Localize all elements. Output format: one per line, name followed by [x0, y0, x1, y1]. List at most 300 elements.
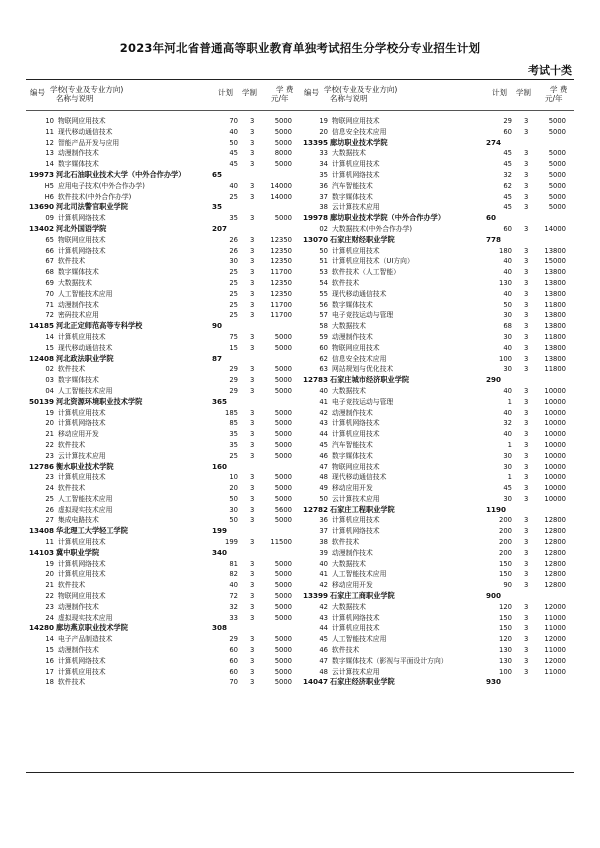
row-fee: 12000 — [544, 602, 566, 611]
row-code: 38 — [319, 203, 328, 212]
header-fee-unit: 元/年 — [545, 94, 563, 103]
major-row — [26, 656, 300, 667]
major-row — [26, 364, 300, 375]
row-code: 60 — [319, 343, 328, 352]
row-fee: 10000 — [544, 397, 566, 406]
row-fee: 5000 — [274, 419, 292, 428]
row-code: 13395 — [302, 137, 328, 147]
row-code: 18 — [45, 678, 54, 687]
row-plan: 10 — [229, 473, 238, 482]
row-name: 人工智能技术应用 — [332, 570, 387, 579]
row-years: 3 — [524, 581, 529, 590]
row-plan: 185 — [225, 408, 238, 417]
row-code: 42 — [319, 581, 328, 590]
row-years: 3 — [524, 365, 529, 374]
row-fee: 12800 — [544, 548, 566, 557]
row-plan: 20 — [229, 484, 238, 493]
row-plan: 150 — [499, 570, 512, 579]
major-row — [26, 246, 300, 257]
row-name: 信息安全技术应用 — [332, 127, 387, 136]
column-header-right — [300, 85, 574, 109]
row-years: 3 — [524, 613, 529, 622]
major-row — [300, 278, 574, 289]
row-fee: 14000 — [270, 192, 292, 201]
column-header-left — [26, 85, 300, 109]
row-name: 现代移动通信技术 — [58, 127, 113, 136]
row-fee: 5000 — [548, 181, 566, 190]
row-code: 50139 — [28, 396, 54, 406]
major-row — [300, 526, 574, 537]
row-years: 3 — [524, 127, 529, 136]
major-row — [300, 267, 574, 278]
row-fee: 10000 — [544, 408, 566, 417]
row-name: 动漫制作技术 — [332, 408, 373, 417]
row-name: 物联网应用技术 — [58, 117, 106, 125]
major-row — [26, 472, 300, 483]
major-row — [300, 623, 574, 634]
row-name: 计算机应用技术 — [58, 473, 106, 482]
row-name: 石家庄工商职业学院 — [330, 591, 395, 601]
left-table-body — [26, 116, 300, 688]
row-name: 电子竞技运动与管理 — [332, 397, 394, 406]
row-years: 3 — [250, 635, 255, 644]
row-years: 3 — [250, 646, 255, 655]
major-row — [300, 472, 574, 483]
major-row — [300, 289, 574, 300]
row-code: 56 — [319, 300, 328, 309]
row-name: 应用电子技术(中外合作办学) — [58, 181, 145, 190]
row-plan: 365 — [212, 396, 228, 406]
header-code: 编号 — [30, 88, 45, 97]
row-code: 54 — [319, 278, 328, 287]
row-plan: 60 — [229, 667, 238, 676]
row-name: 人工智能技术应用 — [332, 635, 387, 644]
row-code: 12786 — [28, 461, 54, 471]
row-name: 计算机网络技术 — [58, 246, 106, 255]
row-code: 23 — [45, 473, 54, 482]
row-plan: 120 — [499, 602, 512, 611]
row-plan: 32 — [229, 602, 238, 611]
row-plan: 25 — [229, 268, 238, 277]
major-row — [26, 127, 300, 138]
row-years: 3 — [524, 332, 529, 341]
major-row — [300, 224, 574, 235]
major-row — [300, 494, 574, 505]
row-plan: 100 — [499, 667, 512, 676]
row-code: 57 — [319, 311, 328, 320]
row-years: 3 — [524, 224, 529, 233]
row-name: 虚拟现实技术应用 — [58, 613, 113, 622]
row-years: 3 — [524, 246, 529, 255]
row-years: 3 — [250, 365, 255, 374]
row-years: 3 — [524, 484, 529, 493]
row-plan: 45 — [503, 149, 512, 158]
row-code: 13070 — [302, 234, 328, 244]
row-plan: 45 — [503, 160, 512, 169]
major-row — [300, 569, 574, 580]
row-code: 51 — [319, 257, 328, 266]
row-fee: 5000 — [274, 408, 292, 417]
row-years: 3 — [250, 570, 255, 579]
header-fee: 学 费 — [276, 85, 294, 94]
row-name: 河北正定师范高等专科学校 — [56, 321, 143, 331]
row-years: 3 — [250, 160, 255, 169]
row-years: 3 — [250, 484, 255, 493]
major-row — [26, 235, 300, 246]
row-plan: 70 — [229, 117, 238, 125]
row-code: 25 — [45, 494, 54, 503]
row-code: 43 — [319, 419, 328, 428]
row-plan: 45 — [229, 160, 238, 169]
major-row — [300, 580, 574, 591]
row-plan: 29 — [229, 635, 238, 644]
row-name: 移动应用开发 — [332, 484, 373, 493]
row-name: 廊坊职业技术学院 — [330, 137, 388, 147]
row-years: 3 — [524, 667, 529, 676]
row-code: 10 — [45, 117, 54, 125]
row-code: 40 — [319, 386, 328, 395]
row-plan: 50 — [229, 516, 238, 525]
row-fee: 5000 — [274, 332, 292, 341]
row-fee: 14000 — [544, 224, 566, 233]
row-name: 计算机网络技术 — [332, 419, 380, 428]
row-name: 物联网应用技术 — [332, 343, 380, 352]
major-row — [300, 515, 574, 526]
row-name: 河北司法警官职业学院 — [56, 202, 128, 212]
school-row — [300, 591, 574, 602]
row-plan: 40 — [229, 181, 238, 190]
major-row — [26, 375, 300, 386]
row-code: 70 — [45, 289, 54, 298]
row-fee: 5000 — [548, 149, 566, 158]
header-name: 学校(专业及专业方向) — [50, 85, 124, 94]
row-years: 3 — [250, 278, 255, 287]
row-name: 现代移动通信技术 — [332, 473, 387, 482]
row-plan: 26 — [229, 246, 238, 255]
row-name: 数字媒体技术 — [58, 268, 99, 277]
row-name: 计算机应用技术 — [58, 332, 106, 341]
row-fee: 11000 — [544, 624, 566, 633]
row-code: 14 — [45, 635, 54, 644]
row-plan: 29 — [503, 117, 512, 125]
row-code: 04 — [45, 386, 54, 395]
header-fee: 学 费 — [550, 85, 568, 94]
major-row — [26, 483, 300, 494]
row-name: 现代移动通信技术 — [332, 289, 387, 298]
row-name: 计算机应用技术 — [332, 160, 380, 169]
major-row — [300, 667, 574, 678]
row-years: 3 — [250, 613, 255, 622]
row-name: 软件技术 — [332, 278, 360, 287]
row-fee: 5000 — [274, 559, 292, 568]
row-plan: 308 — [212, 623, 228, 633]
row-name: 计算机应用技术 — [58, 667, 106, 676]
row-plan: 35 — [229, 430, 238, 439]
row-code: 14103 — [28, 547, 54, 557]
row-years: 3 — [524, 397, 529, 406]
row-years: 3 — [524, 473, 529, 482]
row-plan: 29 — [229, 376, 238, 385]
row-plan: 120 — [499, 635, 512, 644]
row-plan: 200 — [499, 548, 512, 557]
row-code: 20 — [45, 570, 54, 579]
major-row — [300, 332, 574, 343]
row-plan: 40 — [503, 430, 512, 439]
row-years: 3 — [524, 117, 529, 125]
school-row — [26, 224, 300, 235]
row-fee: 12800 — [544, 516, 566, 525]
major-row — [300, 116, 574, 127]
major-row — [300, 440, 574, 451]
right-table-body — [300, 116, 574, 688]
row-years: 3 — [524, 419, 529, 428]
row-fee: 5000 — [274, 494, 292, 503]
row-code: 47 — [319, 462, 328, 471]
row-fee: 5000 — [548, 127, 566, 136]
major-row — [26, 278, 300, 289]
row-fee: 5000 — [548, 117, 566, 125]
page-title: 2023年河北省普通高等职业教育单独考试招生分学校分专业招生计划 — [119, 41, 481, 55]
row-fee: 5000 — [274, 516, 292, 525]
row-code: 33 — [319, 149, 328, 158]
row-name: 物联网应用技术 — [332, 117, 380, 125]
row-name: 廊坊职业技术学院（中外合作办学） — [330, 213, 446, 223]
row-plan: 200 — [499, 516, 512, 525]
row-fee: 12350 — [270, 257, 292, 266]
row-name: 数字媒体技术 — [332, 300, 373, 309]
row-name: 动漫制作技术 — [58, 602, 99, 611]
major-row — [26, 634, 300, 645]
row-plan: 40 — [503, 386, 512, 395]
school-row — [26, 623, 300, 634]
row-code: 15 — [45, 646, 54, 655]
row-plan: 200 — [499, 527, 512, 536]
row-plan: 290 — [486, 375, 502, 385]
major-row — [26, 602, 300, 613]
row-fee: 8000 — [274, 149, 292, 158]
major-row — [300, 429, 574, 440]
row-name: 云计算技术应用 — [332, 494, 380, 503]
row-fee: 5000 — [274, 160, 292, 169]
row-code: 47 — [319, 656, 328, 665]
row-fee: 5000 — [274, 678, 292, 687]
row-fee: 10000 — [544, 386, 566, 395]
row-name: 石家庄经济职业学院 — [330, 677, 395, 687]
row-name: 动漫制作技术 — [58, 300, 99, 309]
major-row — [300, 559, 574, 570]
row-fee: 5000 — [274, 440, 292, 449]
row-plan: 30 — [503, 332, 512, 341]
row-code: 59 — [319, 332, 328, 341]
row-code: 45 — [319, 440, 328, 449]
row-fee: 5000 — [274, 365, 292, 374]
row-code: 15 — [45, 343, 54, 352]
row-plan: 40 — [503, 268, 512, 277]
row-name: 计算机应用技术 — [332, 430, 380, 439]
row-plan: 45 — [503, 192, 512, 201]
row-years: 3 — [250, 138, 255, 147]
row-years: 3 — [524, 278, 529, 287]
row-years: 3 — [524, 322, 529, 331]
row-plan: 40 — [503, 257, 512, 266]
row-plan: 25 — [229, 451, 238, 460]
major-row — [300, 127, 574, 138]
row-name: 石家庄财经职业学院 — [330, 234, 395, 244]
row-code: 23 — [45, 451, 54, 460]
row-fee: 5000 — [274, 214, 292, 223]
row-code: 65 — [45, 235, 54, 244]
major-row — [26, 289, 300, 300]
row-fee: 10000 — [544, 430, 566, 439]
row-plan: 40 — [503, 343, 512, 352]
row-code: 39 — [319, 548, 328, 557]
row-fee: 5000 — [274, 613, 292, 622]
row-fee: 5000 — [274, 451, 292, 460]
row-name: 计算机网络技术 — [332, 170, 380, 179]
row-name: 计算机应用技术 — [332, 624, 380, 633]
row-name: 集成电路技术 — [58, 516, 99, 525]
row-code: 49 — [319, 484, 328, 493]
row-fee: 13800 — [544, 343, 566, 352]
major-row — [26, 494, 300, 505]
row-code: 62 — [319, 354, 328, 363]
row-code: 58 — [319, 322, 328, 331]
row-years: 3 — [524, 343, 529, 352]
row-fee: 13800 — [544, 246, 566, 255]
row-years: 3 — [524, 559, 529, 568]
row-code: 41 — [319, 570, 328, 579]
row-plan: 32 — [503, 170, 512, 179]
row-plan: 75 — [229, 332, 238, 341]
row-fee: 11000 — [544, 613, 566, 622]
row-years: 3 — [524, 494, 529, 503]
row-code: 20 — [319, 127, 328, 136]
major-row — [26, 515, 300, 526]
row-code: 22 — [45, 592, 54, 601]
header-years: 学制 — [242, 88, 257, 97]
row-fee: 12800 — [544, 581, 566, 590]
row-plan: 50 — [503, 300, 512, 309]
major-row — [300, 548, 574, 559]
row-years: 3 — [250, 117, 255, 125]
row-plan: 45 — [229, 149, 238, 158]
row-years: 3 — [250, 311, 255, 320]
row-name: 人工智能技术应用 — [58, 386, 113, 395]
major-row — [26, 667, 300, 678]
row-fee: 11700 — [270, 268, 292, 277]
row-name: 软件技术(中外合作办学) — [58, 192, 132, 201]
row-fee: 5600 — [274, 505, 292, 514]
major-row — [26, 645, 300, 656]
row-plan: 33 — [229, 613, 238, 622]
row-name: 大数据技术 — [332, 322, 366, 331]
row-years: 3 — [524, 408, 529, 417]
major-row — [300, 397, 574, 408]
row-fee: 10000 — [544, 451, 566, 460]
row-years: 3 — [250, 430, 255, 439]
school-row — [26, 548, 300, 559]
row-plan: 25 — [229, 311, 238, 320]
row-fee: 11500 — [270, 538, 292, 547]
row-plan: 30 — [229, 505, 238, 514]
row-name: 密码技术应用 — [58, 311, 99, 320]
row-years: 3 — [524, 430, 529, 439]
major-row — [26, 440, 300, 451]
row-code: 50 — [319, 494, 328, 503]
major-row — [26, 256, 300, 267]
row-name: 物联网应用技术 — [58, 235, 106, 244]
major-row — [300, 310, 574, 321]
row-name: 计算机网络技术 — [58, 656, 106, 665]
row-plan: 60 — [229, 646, 238, 655]
row-code: 13399 — [302, 591, 328, 601]
row-years: 3 — [524, 160, 529, 169]
major-row — [26, 429, 300, 440]
row-code: 26 — [45, 505, 54, 514]
row-code: 24 — [45, 613, 54, 622]
row-plan: 40 — [503, 289, 512, 298]
row-name: 计算机应用技术（UI方向） — [332, 257, 414, 266]
row-fee: 12350 — [270, 246, 292, 255]
row-code: 41 — [319, 397, 328, 406]
row-name: 软件技术 — [58, 581, 86, 590]
row-name: 人工智能技术应用 — [58, 494, 113, 503]
row-name: 华北理工大学轻工学院 — [56, 526, 128, 536]
row-fee: 5000 — [274, 127, 292, 136]
school-row — [300, 235, 574, 246]
row-name: 计算机网络技术 — [332, 527, 380, 536]
header-years: 学制 — [516, 88, 531, 97]
row-years: 3 — [524, 268, 529, 277]
row-code: 02 — [319, 224, 328, 233]
school-row — [300, 505, 574, 516]
row-years: 3 — [250, 538, 255, 547]
header-plan: 计划 — [492, 88, 507, 97]
row-name: 廊坊燕京职业技术学院 — [56, 623, 128, 633]
row-plan: 1 — [507, 397, 512, 406]
row-fee: 10000 — [544, 484, 566, 493]
row-code: 38 — [319, 538, 328, 547]
row-fee: 12800 — [544, 559, 566, 568]
row-code: 14047 — [302, 677, 328, 687]
row-fee: 5000 — [274, 386, 292, 395]
row-code: 46 — [319, 646, 328, 655]
major-row — [300, 354, 574, 365]
row-plan: 50 — [229, 138, 238, 147]
row-code: 37 — [319, 192, 328, 201]
major-row — [300, 418, 574, 429]
row-code: 14 — [45, 332, 54, 341]
row-years: 3 — [250, 246, 255, 255]
row-plan: 45 — [503, 484, 512, 493]
row-code: 46 — [319, 451, 328, 460]
row-plan: 35 — [229, 214, 238, 223]
school-row — [26, 170, 300, 181]
major-row — [300, 192, 574, 203]
row-fee: 11000 — [544, 646, 566, 655]
row-fee: 5000 — [274, 430, 292, 439]
row-name: 冀中职业学院 — [56, 547, 100, 557]
row-years: 3 — [250, 408, 255, 417]
row-plan: 62 — [503, 181, 512, 190]
row-plan: 45 — [503, 203, 512, 212]
school-row — [300, 138, 574, 149]
row-name: 软件技术 — [58, 257, 86, 266]
row-plan: 160 — [212, 461, 228, 471]
school-row — [26, 321, 300, 332]
row-name: 软件技术 — [332, 538, 360, 547]
row-code: 53 — [319, 268, 328, 277]
